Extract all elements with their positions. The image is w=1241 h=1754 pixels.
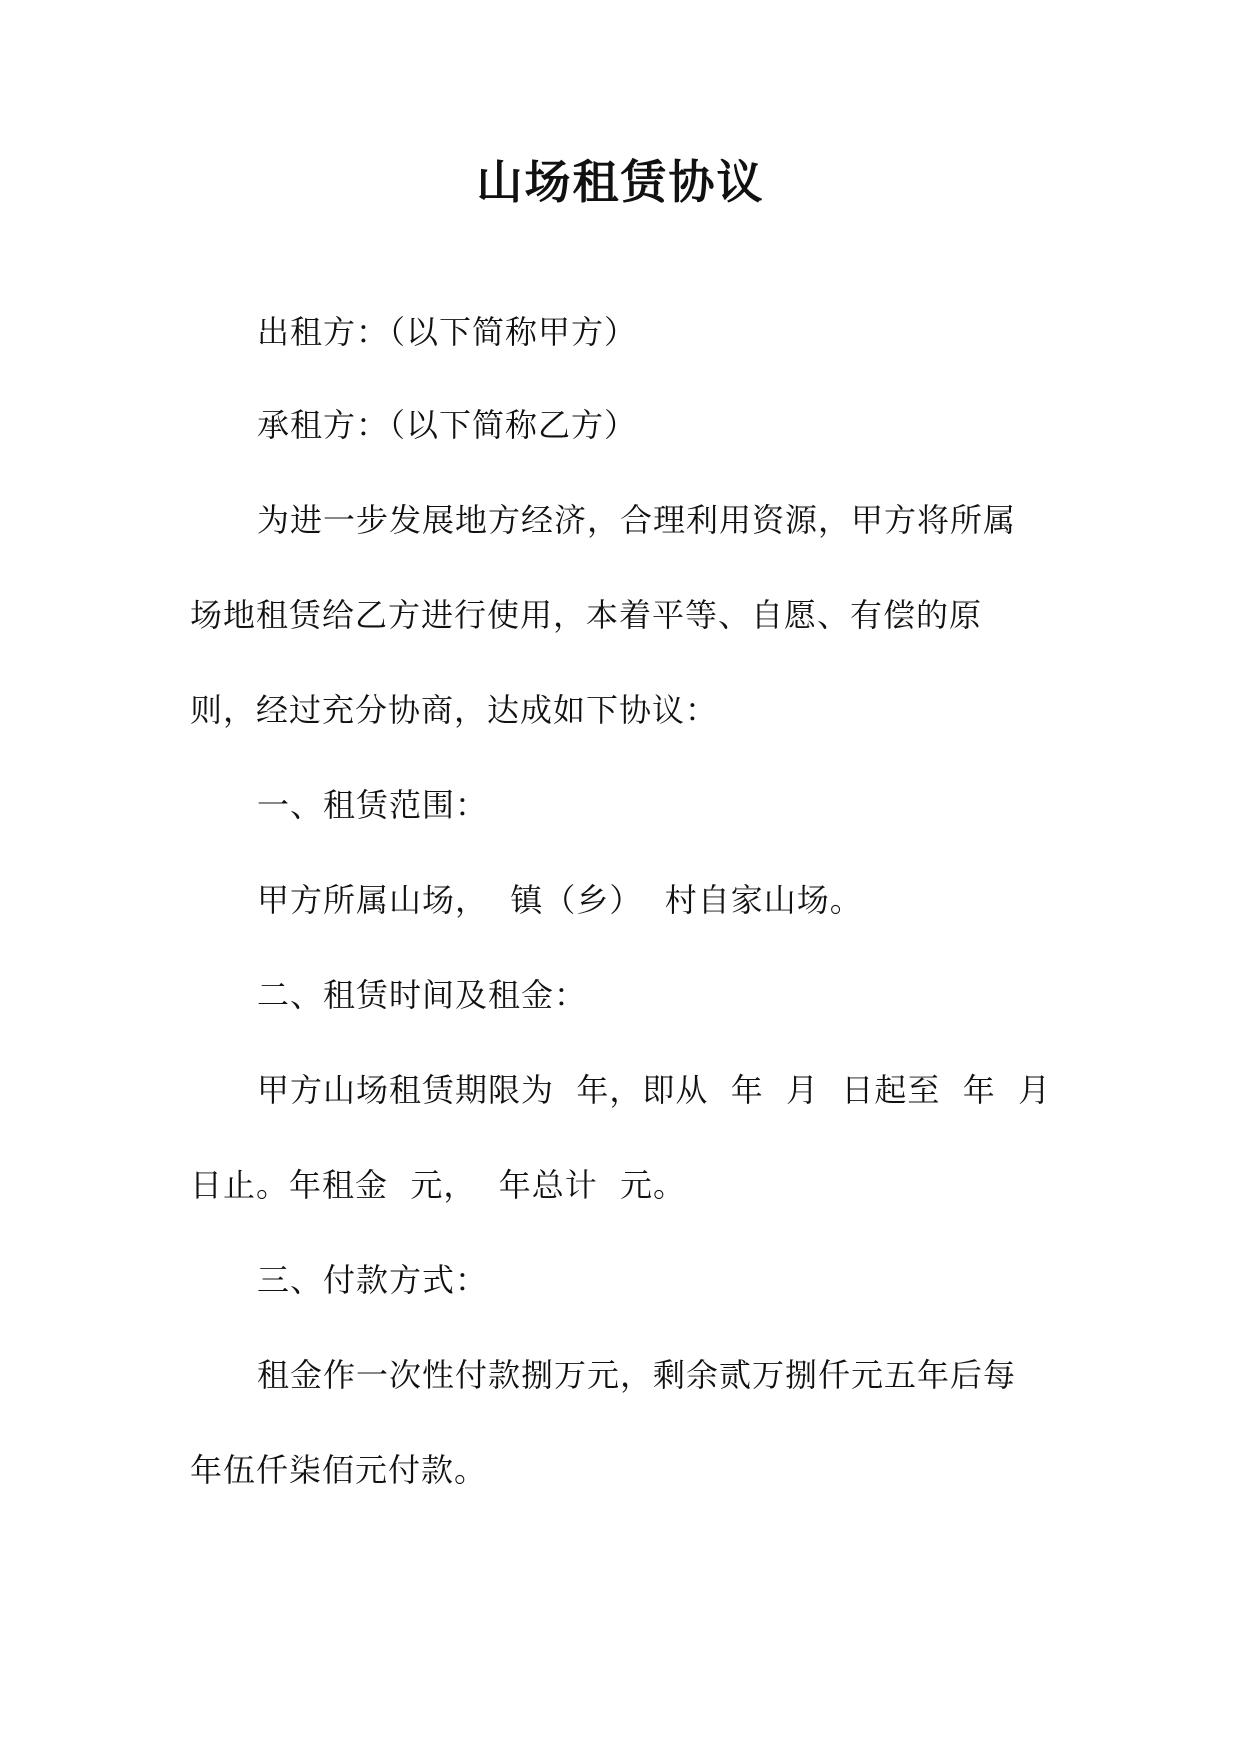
document-title: 山场租赁协议 xyxy=(476,155,765,209)
preamble-line-2: 场地租赁给乙方进行使用，本着平等、自愿、有偿的原 xyxy=(190,596,983,634)
lessee-line: 承租方：（以下简称乙方） xyxy=(257,406,638,444)
section-3-text-line-2: 年伍仟柒佰元付款。 xyxy=(190,1451,488,1489)
preamble-line-1: 为进一步发展地方经济，合理利用资源，甲方将所属 xyxy=(257,501,1017,539)
section-2-text-line-2: 日止。年租金 元， 年总计 元。 xyxy=(190,1166,687,1204)
section-1-text: 甲方所属山场， 镇（乡） 村自家山场。 xyxy=(257,881,863,919)
section-3-text-line-1: 租金作一次性付款捌万元，剩余贰万捌仟元五年后每 xyxy=(257,1356,1017,1394)
lessor-line: 出租方：（以下简称甲方） xyxy=(257,313,638,351)
preamble-line-3: 则，经过充分协商，达成如下协议： xyxy=(190,691,719,729)
section-heading-3: 三、付款方式： xyxy=(257,1261,489,1299)
section-heading-1: 一、租赁范围： xyxy=(257,786,489,824)
section-heading-2: 二、租赁时间及租金： xyxy=(257,976,588,1014)
section-2-text-line-1: 甲方山场租赁期限为 年，即从 年 月 日起至 年 月 xyxy=(257,1071,1052,1109)
